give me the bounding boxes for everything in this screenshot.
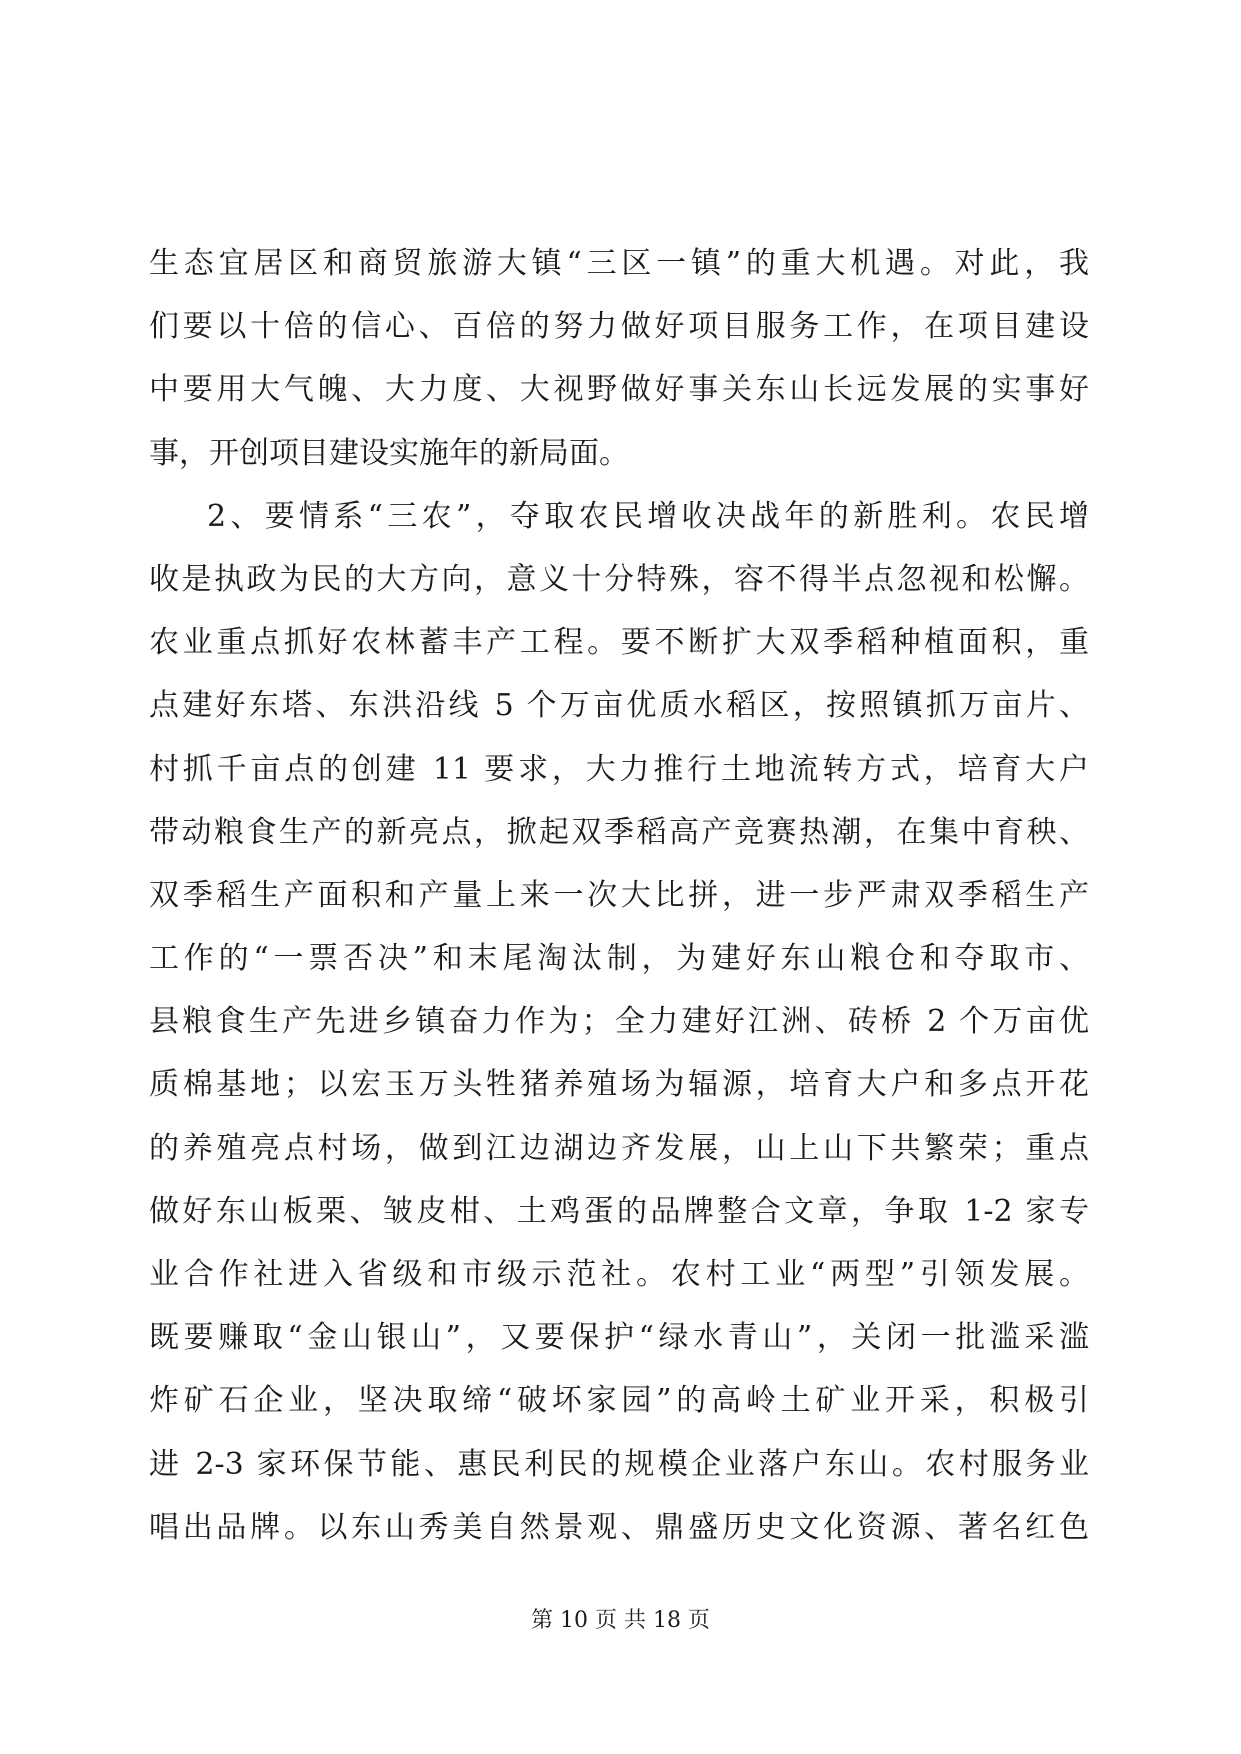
text-line: 业合作社进入省级和市级示范社。农村工业“两型”引领发展。	[149, 1257, 1089, 1292]
text-line: 中要用大气魄、大力度、大视野做好事关东山长远发展的实事好	[149, 372, 1089, 408]
text-line: 村抓千亩点的创建 11 要求，大力推行土地流转方式，培育大户	[149, 751, 1089, 787]
text-line: 做好东山板栗、皱皮柑、土鸡蛋的品牌整合文章，争取 1-2 家专	[149, 1193, 1089, 1229]
text-line: 既要赚取“金山银山”，又要保护“绿水青山”，关闭一批滥采滥	[149, 1320, 1089, 1356]
text-line: 炸矿石企业，坚决取缔“破坏家园”的高岭土矿业开采，积极引	[149, 1383, 1089, 1419]
text-line: 农业重点抓好农林蓄丰产工程。要不断扩大双季稻种植面积，重	[149, 625, 1089, 661]
document-body	[149, 232, 1089, 1559]
text-line: 县粮食生产先进乡镇奋力作为；全力建好江洲、砖桥 2 个万亩优	[149, 1004, 1089, 1040]
text-line: 生态宜居区和商贸旅游大镇“三区一镇”的重大机遇。对此，我	[149, 246, 1089, 281]
text-line: 双季稻生产面积和产量上来一次大比拼，进一步严肃双季稻生产	[149, 877, 1089, 913]
text-line: 事，开创项目建设实施年的新局面。	[149, 435, 629, 471]
text-line: 点建好东塔、东洪沿线 5 个万亩优质水稻区，按照镇抓万亩片、	[149, 688, 1089, 724]
text-line: 2、要情系“三农”，夺取农民增收决战年的新胜利。农民增	[207, 498, 1089, 534]
text-line: 收是执政为民的大方向，意义十分特殊，容不得半点忽视和松懈。	[149, 561, 1089, 597]
text-line: 们要以十倍的信心、百倍的努力做好项目服务工作，在项目建设	[149, 309, 1089, 345]
page-number-footer: 第 10 页 共 18 页	[531, 1608, 710, 1633]
text-line: 的养殖亮点村场，做到江边湖边齐发展，山上山下共繁荣；重点	[149, 1130, 1089, 1166]
text-line: 质棉基地；以宏玉万头牲猪养殖场为辐源，培育大户和多点开花	[149, 1067, 1089, 1103]
text-line: 工作的“一票否决”和末尾淘汰制，为建好东山粮仓和夺取市、	[149, 941, 1089, 977]
text-line: 唱出品牌。以东山秀美自然景观、鼎盛历史文化资源、著名红色	[149, 1509, 1089, 1545]
text-line: 进 2-3 家环保节能、惠民利民的规模企业落户东山。农村服务业	[149, 1446, 1089, 1482]
text-line: 带动粮食生产的新亮点，掀起双季稻高产竞赛热潮，在集中育秧、	[149, 814, 1089, 850]
